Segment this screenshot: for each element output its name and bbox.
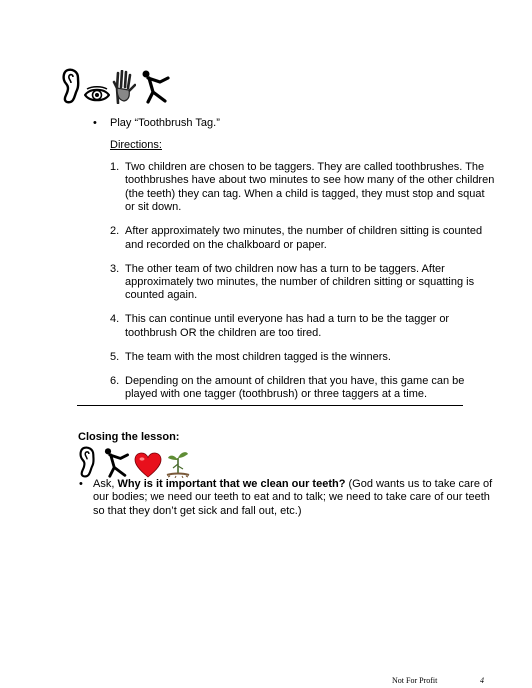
directions-list [110,161,495,412]
direction-item-5 [110,351,495,364]
direction-number: 6. [110,374,120,387]
heart-icon [134,452,162,478]
direction-item-1 [110,161,495,215]
direction-number: 4. [110,313,120,326]
play-bullet: • [93,117,97,129]
direction-text: The other team of two children now has a turn to be taggers. After approximately two minutes, the number of children sitting or squatting is counted again. [125,262,475,302]
ask-prefix: Ask, [93,478,118,490]
direction-number: 2. [110,225,120,238]
body-stretch-icon [138,68,172,104]
body-stretch-icon [100,446,132,478]
direction-item-6 [110,375,495,402]
direction-text: After approximately two minutes, the number of children sitting is counted and recorded on the chalkboard or paper. [125,225,483,251]
directions-heading: Directions: [110,139,162,151]
closing-question: Why is it important that we clean our teeth? [117,478,346,490]
ear-icon [62,68,82,104]
section-divider [77,405,463,406]
eye-icon [84,86,110,104]
direction-text: This can continue until everyone has had a turn to be the tagger or toothbrush OR the children are too tired. [125,313,450,339]
sprout-icon [164,446,192,478]
direction-item-4 [110,313,495,340]
direction-item-2 [110,225,495,252]
play-instruction: Play “Toothbrush Tag.” [110,117,220,129]
closing-answer: (God wants us to take care of our bodies; we need our teeth to eat and to talk; we need to take care of our teeth so that they don’t get sick and fall out, etc.) [93,478,493,517]
closing-heading: Closing the lesson: [78,431,180,443]
direction-number: 3. [110,262,120,275]
direction-text: Depending on the amount of children that you have, this game can be played with one tagger (toothbrush) or three taggers at a time. [125,374,465,401]
top-icon-row [62,68,172,104]
ear-icon [78,446,98,478]
direction-number: 5. [110,350,120,363]
hand-icon [112,70,136,104]
direction-number: 1. [110,161,120,173]
closing-question-paragraph [93,478,493,518]
direction-text: The team with the most children tagged is the winners. [125,350,391,363]
closing-icon-row [78,446,192,478]
direction-item-3 [110,263,495,303]
footer-label: Not For Profit [392,676,438,685]
direction-text: Two children are chosen to be taggers. They are called toothbrushes. The toothbrushes have about two minutes to see how many of the other children (the teeth) they can tag. When a child is tagged, they must stop and squat or sit down. [125,161,495,214]
page-number: 4 [480,676,484,685]
closing-bullet: • [79,478,83,490]
